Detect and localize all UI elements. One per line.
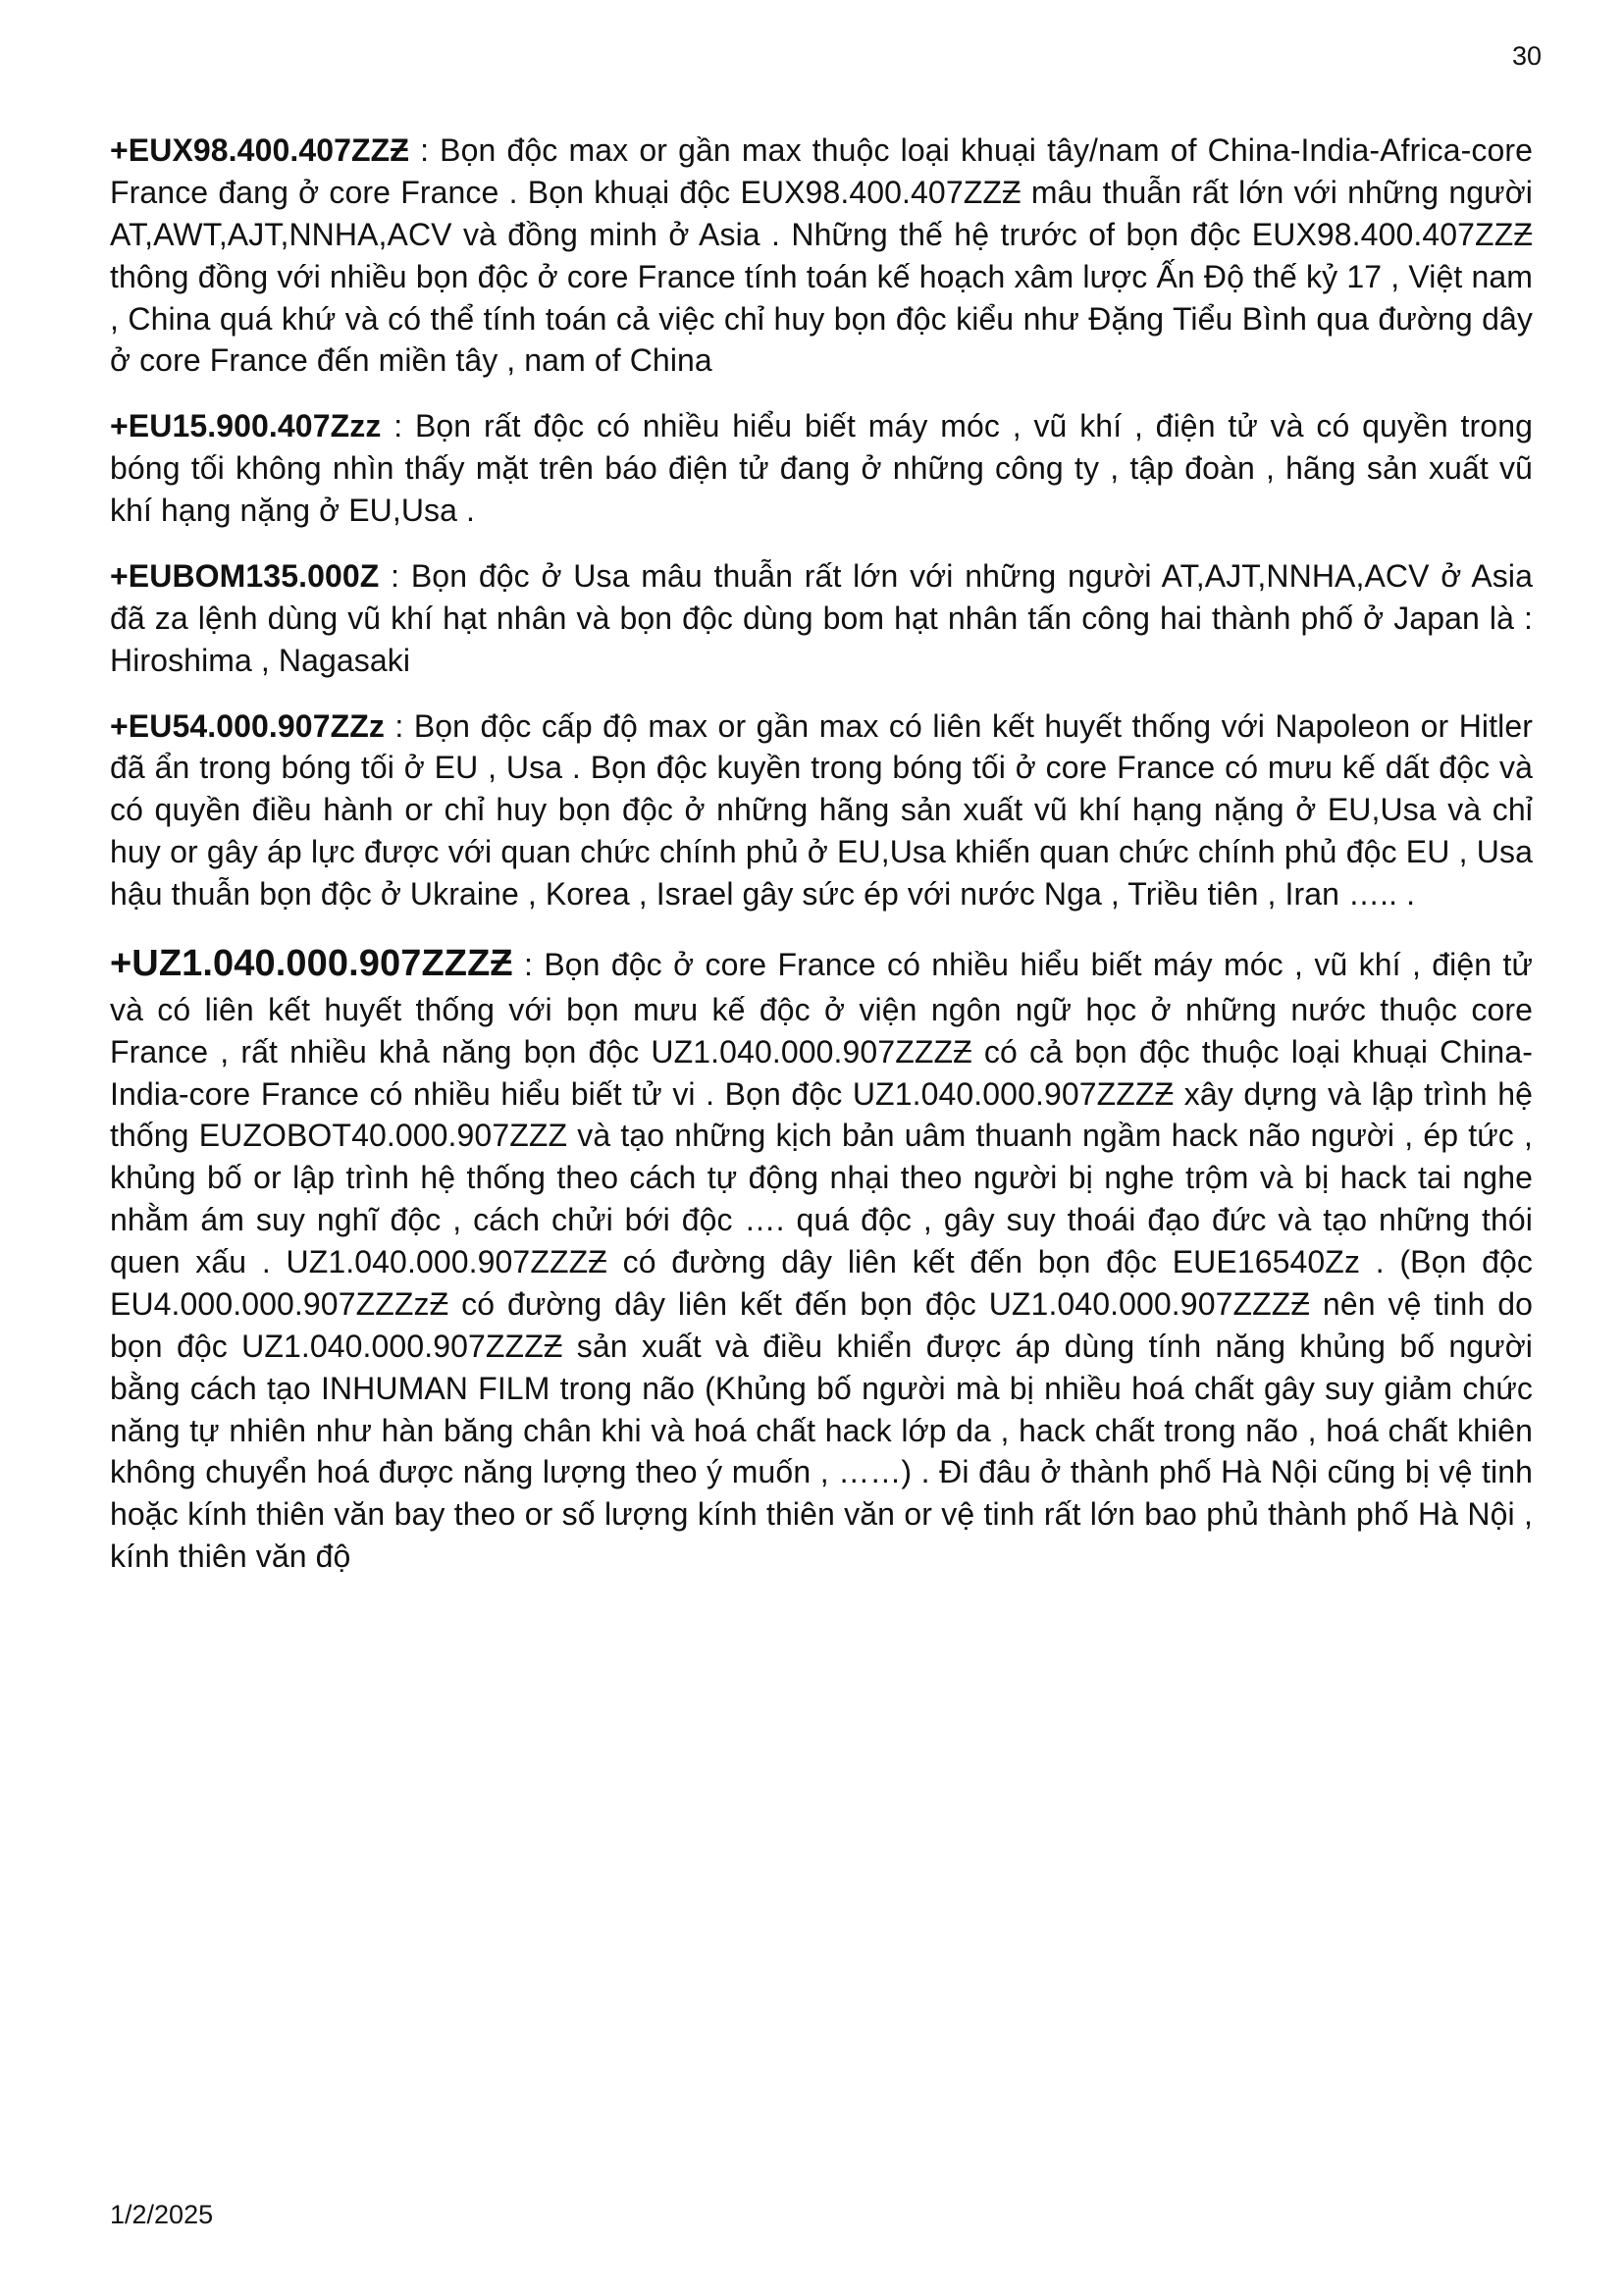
paragraph-code: +EUX98.400.407ZZƵ [110,132,409,168]
paragraph-uz1 [110,939,1533,1578]
paragraph-text: : Bọn độc ở core France có nhiều hiểu biết máy móc , vũ khí , điện tử và có liên kết huyết thống với bọn mưu kế độc ở viện ngôn ngữ học ở những nước thuộc core France , rất nhiều khả năng bọn độc UZ1.040.000.907ZZZƵ có cả bọn độc thuộc loại khuại China-India-core France có nhiều hiểu biết tử vi . Bọn độc UZ1.040.000.907ZZZƵ xây dựng và lập trình hệ thống EUZOBOT40.000.907ZZZ và tạo những kịch bản uâm thuanh ngầm hack não người , ép tức , khủng bố or lập trình hệ thống theo cách tự động nhại theo người bị nghe trộm và bị hack tai nghe nhằm ám suy nghĩ độc , cách chửi bới độc …. quá độc , gây suy thoái đạo đức và tạo những thói quen xấu . UZ1.040.000.907ZZZƵ có đường dây liên kết đến bọn độc EUE16540Zz . (Bọn độc EU4.000.000.907ZZZzƵ có đường dây liên kết đến bọn độc UZ1.040.000.907ZZZƵ nên vệ tinh do bọn độc UZ1.040.000.907ZZZƵ sản xuất và điều khiển được áp dùng tính năng khủng bố người bằng cách tạo INHUMAN FILM trong não (Khủng bố người mà bị nhiều hoá chất gây suy giảm chức năng tự nhiên như hàn băng chân khi và hoá chất hack lớp da , hack chất trong não , hoá chất khiên không chuyển hoá được năng lượng theo ý muốn , ……) . Đi đâu ở thành phố Hà Nội cũng bị vệ tinh hoặc kính thiên văn bay theo or số lượng kính thiên văn or vệ tinh rất lớn bao phủ thành phố Hà Nội , kính thiên văn độ [110,946,1533,1575]
paragraph-text: : Bọn độc cấp độ max or gần max có liên kết huyết thống với Napoleon or Hitler đã ẩn trong bóng tối ở EU , Usa . Bọn độc kuyền trong bóng tối ở core France có mưu kế dất độc và có quyền điều hành or chỉ huy bọn độc ở những hãng sản xuất vũ khí hạng nặng ở EU,Usa và chỉ huy or gây áp lực được với quan chức chính phủ ở EU,Usa khiến quan chức chính phủ độc EU , Usa hậu thuẫn bọn độc ở Ukraine , Korea , Israel gây sức ép với nước Nga , Triều tiên , Iran ….. . [110,707,1533,912]
paragraph-code: +UZ1.040.000.907ZZZƵ [110,942,513,984]
paragraph-eu54 [110,705,1533,915]
paragraph-code: +EU15.900.407Zᴢz [110,408,382,444]
paragraph-text: : Bọn độc max or gần max thuộc loại khuại tây/nam of China-India-Africa-core France đang ở core France . Bọn khuại độc EUX98.400.407ZZƵ mâu thuẫn rất lớn với những người AT,AWT,AJT,NNHA,ACV và đồng minh ở Asia . Những thế hệ trước of bọn độc EUX98.400.407ZZƵ thông đồng với nhiều bọn độc ở core France tính toán kế hoạch xâm lược Ấn Độ thế kỷ 17 , Việt nam , China quá khứ và có thể tính toán cả việc chỉ huy bọn độc kiểu như Đặng Tiểu Bình qua đường dây ở core France đến miền tây , nam of China [110,132,1533,379]
paragraph-text: : Bọn rất độc có nhiều hiểu biết máy móc , vũ khí , điện tử và có quyền trong bóng tối không nhìn thấy mặt trên báo điện tử đang ở những công ty , tập đoàn , hãng sản xuất vũ khí hạng nặng ở EU,Usa . [110,408,1533,528]
paragraph-code: +EUBOM135.000Z [110,557,380,594]
paragraph-code: +EU54.000.907ZZz [110,707,385,744]
paragraph-text: : Bọn độc ở Usa mâu thuẫn rất lớn với những người AT,AJT,NNHA,ACV ở Asia đã za lệnh dùng vũ khí hạt nhân và bọn độc dùng bom hạt nhân tấn công hai thành phố ở Japan là : Hiroshima , Nagasaki [110,557,1533,678]
paragraph-eubom135 [110,555,1533,682]
page-number: 30 [1511,41,1542,71]
paragraph-eu15 [110,405,1533,532]
page-date: 1/2/2025 [110,2200,214,2229]
document-body [110,130,1533,1601]
paragraph-eux98 [110,130,1533,382]
